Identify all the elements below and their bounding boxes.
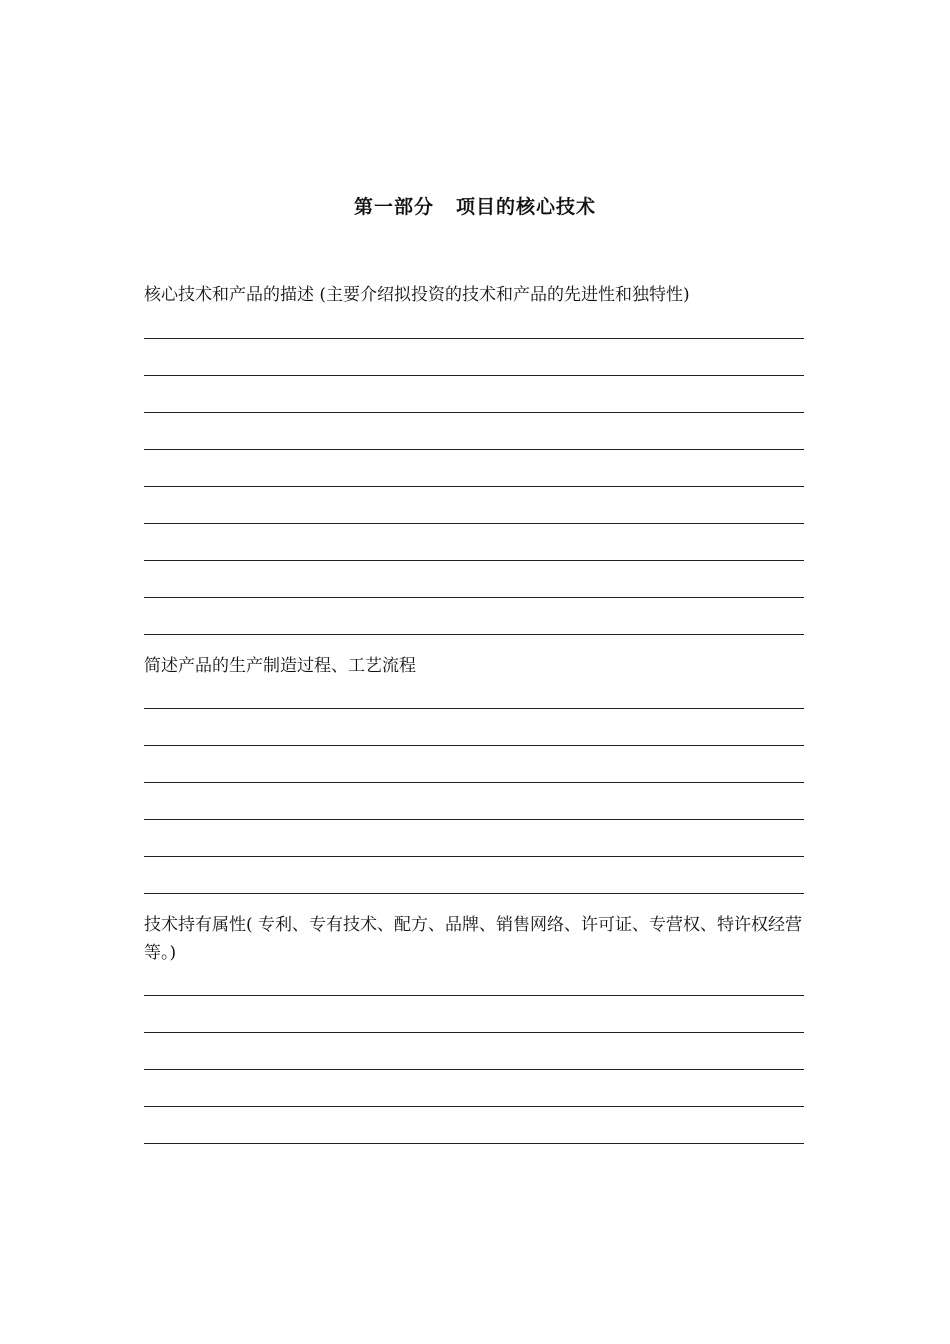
blank-line[interactable] (144, 819, 804, 820)
blank-line[interactable] (144, 449, 804, 450)
blank-line[interactable] (144, 856, 804, 857)
blank-line[interactable] (144, 1143, 804, 1144)
blank-line[interactable] (144, 412, 804, 413)
section-prompt-manufacturing: 简述产品的生产制造过程、工艺流程 (144, 656, 416, 676)
blank-line[interactable] (144, 597, 804, 598)
blank-line[interactable] (144, 1069, 804, 1070)
blank-line[interactable] (144, 338, 804, 339)
section-prompt-core-tech: 核心技术和产品的描述 (主要介绍拟投资的技术和产品的先进性和独特性) (144, 285, 690, 305)
section-prompt-ownership: 技术持有属性( 专利、专有技术、配方、品牌、销售网络、许可证、专营权、特许权经营等。) (144, 915, 803, 963)
blank-line[interactable] (144, 375, 804, 376)
blank-line[interactable] (144, 523, 804, 524)
blank-line[interactable] (144, 708, 804, 709)
blank-line[interactable] (144, 893, 804, 894)
page-title (0, 193, 950, 221)
title-part: 第一部分 (353, 196, 434, 218)
blank-line[interactable] (144, 560, 804, 561)
blank-line[interactable] (144, 634, 804, 635)
blank-line[interactable] (144, 745, 804, 746)
blank-line[interactable] (144, 486, 804, 487)
blank-line[interactable] (144, 1106, 804, 1107)
blank-line[interactable] (144, 1032, 804, 1033)
blank-line[interactable] (144, 782, 804, 783)
blank-line[interactable] (144, 995, 804, 996)
title-name: 项目的核心技术 (456, 196, 597, 218)
